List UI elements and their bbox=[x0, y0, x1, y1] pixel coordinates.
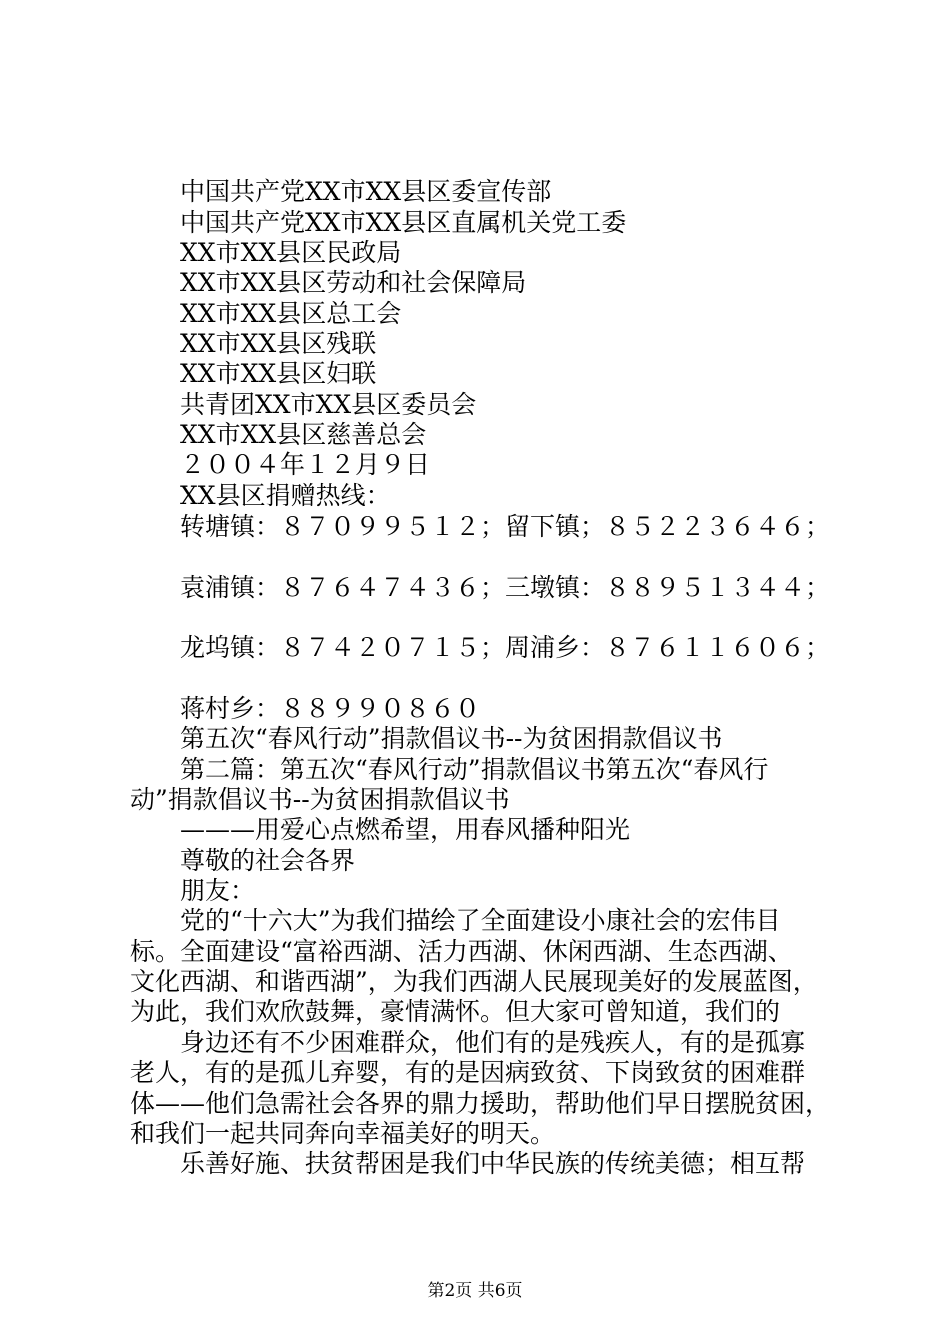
text-line: XX市XX县区妇联 bbox=[180, 359, 377, 388]
date-line: ２００４年１２月９日 bbox=[180, 450, 431, 479]
paragraph-line: 老人，有的是孤儿弃婴，有的是因病致贫、下岗致贫的困难群 bbox=[130, 1058, 806, 1087]
text-line: 共青团XX市XX县区委员会 bbox=[180, 390, 477, 419]
text-line: XX市XX县区劳动和社会保障局 bbox=[180, 268, 527, 297]
salutation-line: 朋友： bbox=[180, 876, 256, 905]
text-line: XX市XX县区总工会 bbox=[180, 299, 402, 328]
paragraph-line: 文化西湖、和谐西湖”，为我们西湖人民展现美好的发展蓝图， bbox=[130, 967, 818, 996]
heading-line: 第二篇：第五次“春风行动”捐款倡议书第五次“春风行 bbox=[180, 755, 769, 784]
page-number: 第2页 共6页 bbox=[427, 1281, 523, 1301]
text-line: 中国共产党XX市XX县区委宣传部 bbox=[180, 177, 552, 206]
hotline-line: 袁浦镇：８７６４７４３６；三墩镇：８８９５１３４４； bbox=[180, 573, 831, 602]
paragraph-line: 体——他们急需社会各界的鼎力援助，帮助他们早日摆脱贫困， bbox=[130, 1089, 831, 1118]
hotline-line: 蒋村乡：８８９９０８６０ bbox=[180, 694, 481, 723]
text-line: XX市XX县区慈善总会 bbox=[180, 420, 427, 449]
text-line: 中国共产党XX市XX县区直属机关党工委 bbox=[180, 208, 627, 237]
paragraph-line: 乐善好施、扶贫帮困是我们中华民族的传统美德；相互帮 bbox=[180, 1149, 806, 1178]
paragraph-line: 和我们一起共同奔向幸福美好的明天。 bbox=[130, 1119, 556, 1148]
text-line: XX市XX县区残联 bbox=[180, 329, 377, 358]
heading-line: 动”捐款倡议书--为贫困捐款倡议书 bbox=[130, 785, 510, 814]
salutation-line: 尊敬的社会各界 bbox=[180, 846, 356, 875]
paragraph-line: 标。全面建设“富裕西湖、活力西湖、休闲西湖、生态西湖、 bbox=[130, 937, 793, 966]
text-line: XX县区捐赠热线： bbox=[180, 481, 391, 510]
paragraph-line: 身边还有不少困难群众，他们有的是残疾人，有的是孤寡 bbox=[180, 1028, 806, 1057]
paragraph-line: 党的“十六大”为我们描绘了全面建设小康社会的宏伟目 bbox=[180, 906, 781, 935]
subtitle-line: ———用爱心点燃希望，用春风播种阳光 bbox=[180, 815, 631, 844]
paragraph-line: 为此，我们欢欣鼓舞，豪情满怀。但大家可曾知道，我们的 bbox=[130, 997, 781, 1026]
heading-line: 第五次“春风行动”捐款倡议书--为贫困捐款倡议书 bbox=[180, 724, 723, 753]
text-line: XX市XX县区民政局 bbox=[180, 238, 402, 267]
hotline-line: 龙坞镇：８７４２０７１５；周浦乡：８７６１１６０６； bbox=[180, 633, 831, 662]
hotline-line: 转塘镇：８７０９９５１２；留下镇；８５２２３６４６； bbox=[180, 512, 831, 541]
